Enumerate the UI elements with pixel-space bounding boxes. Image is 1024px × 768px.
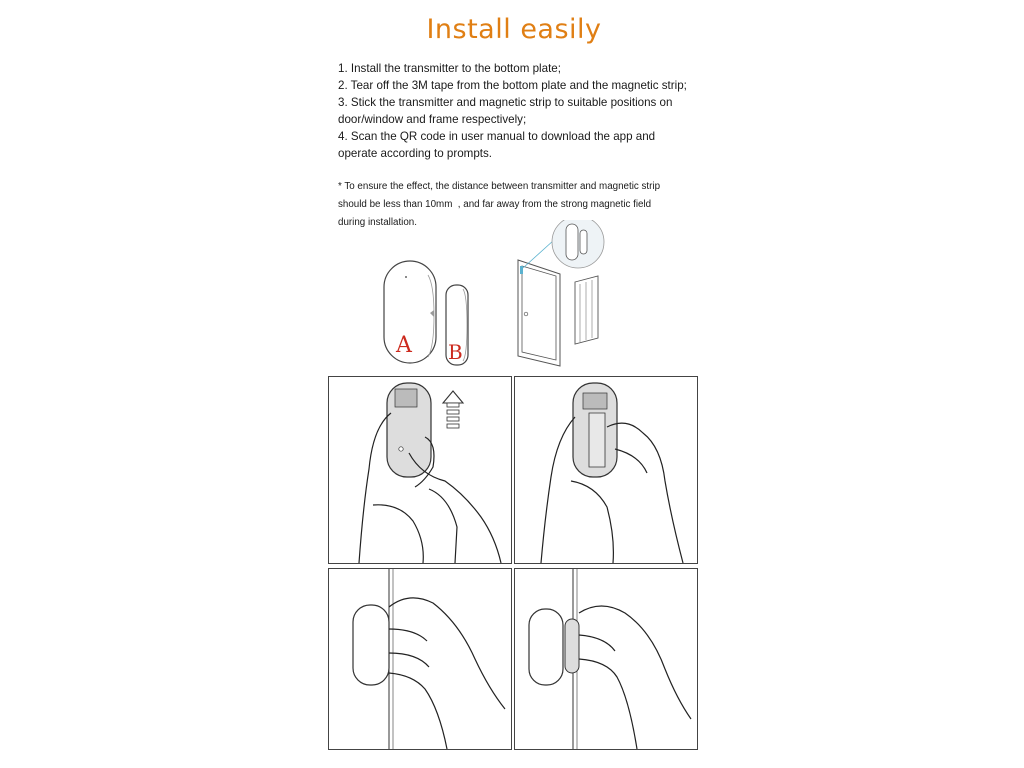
page-title: Install easily (426, 14, 602, 45)
step-line: 4. Scan the QR code in user manual to download the app and (338, 130, 656, 143)
install-steps (338, 60, 718, 162)
transmitter-label: A (396, 333, 412, 358)
door-placement-illustration (510, 220, 650, 370)
step-line: 3. Stick the transmitter and magnetic strip to suitable positions on (338, 96, 673, 109)
magnetic-strip-icon (565, 619, 579, 673)
step-panel-peel-tape (514, 376, 698, 564)
transmitter-icon (529, 609, 563, 685)
step-line: door/window and frame respectively; (338, 113, 527, 126)
step-panel-stick-magnet (514, 568, 698, 750)
transmitter-icon (387, 383, 431, 477)
step-line: 2. Tear off the 3M tape from the bottom plate and the magnetic strip; (338, 79, 687, 92)
hand-icon (579, 606, 691, 749)
note-line: * To ensure the effect, the distance between transmitter and magnetic strip (338, 181, 661, 192)
device-illustration (370, 255, 510, 375)
arrow-up-icon (443, 391, 463, 428)
transmitter-icon (573, 383, 617, 477)
step-panel-insert-plate (328, 376, 512, 564)
door-frame-icon (518, 260, 598, 366)
note-line: should be less than 10mm , and far away from the strong magnetic field (338, 199, 652, 210)
step-line: 1. Install the transmitter to the bottom plate; (338, 62, 561, 75)
hand-icon (389, 598, 505, 749)
step-line: operate according to prompts. (338, 147, 493, 160)
step-panel-stick-transmitter (328, 568, 512, 750)
note-line: during installation. (338, 217, 417, 228)
magnet-label: B (448, 340, 463, 364)
transmitter-icon (353, 605, 389, 685)
